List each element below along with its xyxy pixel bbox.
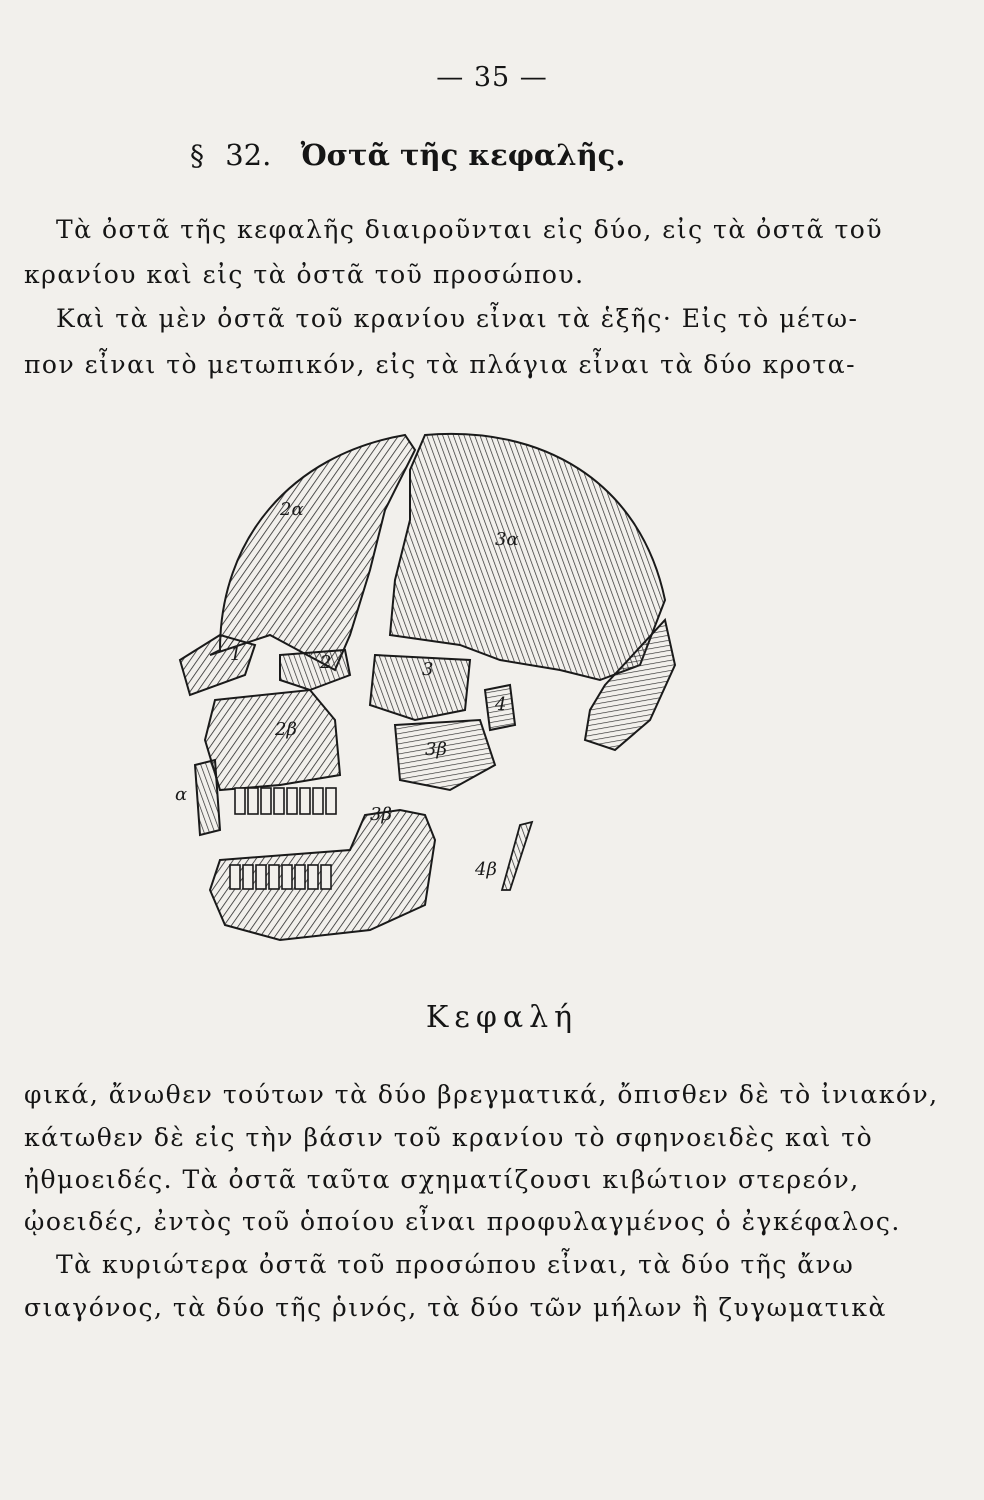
frontal-bone xyxy=(210,435,415,670)
nasal-aperture xyxy=(195,760,220,835)
label-3: 3 xyxy=(422,659,434,680)
label-2b: 2β xyxy=(275,719,297,740)
skull-illustration xyxy=(160,420,700,980)
text-line: Καὶ τὰ μὲν ὀστᾶ τοῦ κρανίου εἶναι τὰ ἑξῆς· Εἰς τὸ μέτω- xyxy=(56,304,859,333)
parietal-bone xyxy=(390,434,665,680)
label-4: 4 xyxy=(495,694,507,715)
temporal-bone xyxy=(370,655,470,720)
label-1: 1 xyxy=(230,644,242,665)
styloid-process xyxy=(502,822,532,890)
text-line: κάτωθεν δὲ εἰς τὴν βάσιν τοῦ κρανίου τὸ σφηνοειδὲς καὶ τὸ xyxy=(24,1123,874,1152)
nasal-bone xyxy=(180,635,255,695)
text-line: ἠθμοειδές. Τὰ ὀστᾶ ταῦτα σχηματίζουσι κιβώτιον στερεόν, xyxy=(24,1165,860,1194)
section-symbol: § xyxy=(190,139,204,172)
label-3b: 3β xyxy=(370,804,392,825)
maxilla-bone xyxy=(205,690,340,790)
text-line: ᾠοειδές, ἐντὸς τοῦ ὁποίου εἶναι προφυλαγμένος ὁ ἐγκέφαλος. xyxy=(24,1207,901,1236)
section-number: 32. xyxy=(225,138,272,172)
label-3b-upper: 3β xyxy=(425,739,447,760)
label-2: 2 xyxy=(320,652,332,673)
label-a: α xyxy=(175,784,188,805)
zygomatic-bone xyxy=(280,650,350,690)
section-heading xyxy=(190,138,625,172)
figure-caption: Κεφαλή xyxy=(425,1000,579,1035)
label-4b: 4β xyxy=(475,859,497,880)
text-line: Τὰ κυριώτερα ὀστᾶ τοῦ προσώπου εἶναι, τὰ δύο τῆς ἄνω xyxy=(56,1250,855,1279)
text-line: σιαγόνος, τὰ δύο τῆς ῥινός, τὰ δύο τῶν μήλων ἢ ζυγωματικὰ xyxy=(24,1293,887,1322)
label-3a: 3α xyxy=(495,529,519,550)
text-line: κρανίου καὶ εἰς τὰ ὀστᾶ τοῦ προσώπου. xyxy=(24,260,585,289)
section-title: Ὀστᾶ τῆς κεφαλῆς. xyxy=(300,138,626,172)
text-line: φικά, ἄνωθεν τούτων τὰ δύο βρεγματικά, ὄπισθεν δὲ τὸ ἰνιακόν, xyxy=(24,1080,939,1109)
page-number: — 35 — xyxy=(436,62,548,93)
text-line: πον εἶναι τὸ μετωπικόν, εἰς τὰ πλάγια εἶναι τὰ δύο κροτα- xyxy=(24,350,857,379)
upper-teeth xyxy=(235,788,336,814)
label-2a: 2α xyxy=(280,499,304,520)
text-line: Τὰ ὀστᾶ τῆς κεφαλῆς διαιροῦνται εἰς δύο, εἰς τὰ ὀστᾶ τοῦ xyxy=(56,215,884,244)
